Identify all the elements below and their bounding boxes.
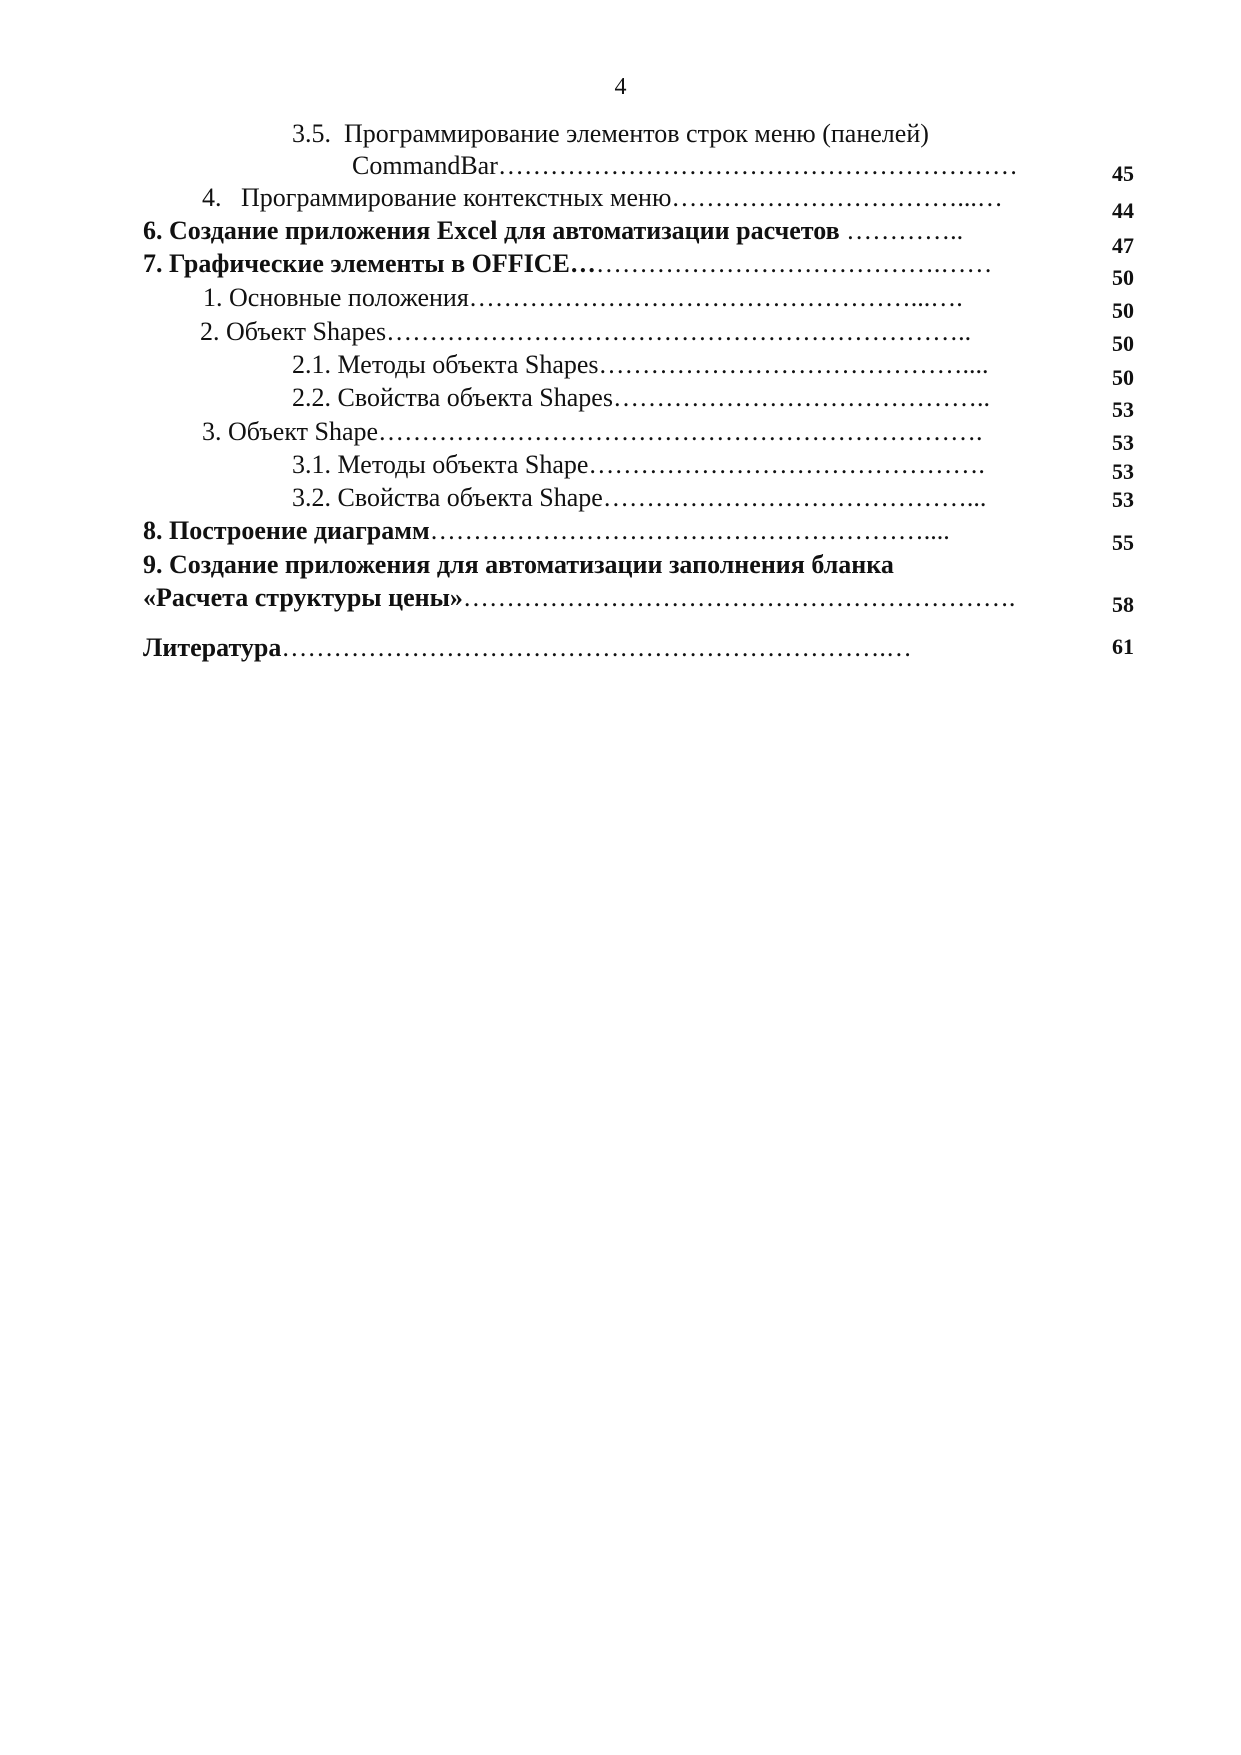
toc-page-number: 50	[1112, 265, 1134, 290]
toc-entry-title: Программирование элементов строк меню (панелей)	[344, 119, 929, 148]
toc-entry-title: Программирование контекстных меню	[241, 183, 672, 212]
leader-dots: ……………………………………………...….	[468, 283, 963, 312]
toc-entry-title: 3.1. Методы объекта Shape	[292, 450, 589, 479]
toc-page-number: 44	[1112, 198, 1134, 223]
leader-dots: …………..	[839, 216, 964, 245]
toc-page-number: 47	[1112, 233, 1134, 258]
toc-entry-9-line1	[143, 548, 894, 582]
toc-entry-title: «Расчета структуры цены»	[143, 583, 463, 612]
toc-entry-6	[143, 214, 1072, 248]
toc-entry-title: 6. Создание приложения Excel для автоматизации расчетов	[143, 216, 840, 245]
toc-entry-7-3	[202, 415, 1072, 449]
leader-dots: ……………………………………………………….	[462, 583, 1016, 612]
toc-entry-title: CommandBar	[352, 151, 498, 180]
toc-entry-7-1	[203, 281, 1072, 315]
toc-entry-number: 4.	[202, 183, 222, 212]
toc-entry-4	[202, 181, 1072, 215]
toc-entry-7-3-2	[292, 481, 1072, 515]
leader-dots: …………………………………………………………….…	[281, 633, 912, 662]
toc-entry-8	[143, 514, 1072, 548]
toc-entry-title: 3.2. Свойства объекта Shape	[292, 483, 603, 512]
leader-dots: ……………………………………….	[588, 450, 985, 479]
leader-dots: …………………………………………………………..	[386, 317, 972, 346]
toc-entry-number: 3.5.	[292, 119, 331, 148]
toc-page-number: 61	[1112, 634, 1134, 659]
toc-page-number: 53	[1112, 397, 1134, 422]
toc-entry-7-2-2	[292, 381, 1072, 415]
toc-page-number: 53	[1112, 459, 1134, 484]
toc-page-number: 53	[1112, 487, 1134, 512]
toc-entry-7-2	[200, 315, 1072, 349]
toc-entry-title: 7. Графические элементы в OFFICE…	[143, 249, 596, 278]
toc-page-number: 50	[1112, 298, 1134, 323]
leader-dots: …………………………………………………………….	[378, 417, 983, 446]
toc-entry-title: 9. Создание приложения для автоматизации заполнения бланка	[143, 550, 894, 579]
toc-entry-literature	[143, 631, 1072, 665]
toc-entry-7	[143, 247, 1072, 281]
toc-entry-title: 3. Объект Shape	[202, 417, 379, 446]
leader-dots: ……………………………………...	[602, 483, 987, 512]
toc-entry-title: 8. Построение диаграмм	[143, 516, 430, 545]
toc-entry-title: Литература	[143, 633, 282, 662]
toc-entry-title: 2.2. Свойства объекта Shapes	[292, 383, 613, 412]
leader-dots: ……………………………………..	[612, 383, 990, 412]
leader-dots: ………………………………….……	[595, 249, 993, 278]
toc-page-number: 50	[1112, 331, 1134, 356]
toc-entry-title: 2. Объект Shapes	[200, 317, 387, 346]
toc-entry-title: 2.1. Методы объекта Shapes	[292, 350, 599, 379]
leader-dots: ……………………………………………………	[497, 151, 1018, 180]
toc-page-number: 50	[1112, 365, 1134, 390]
leader-dots: ……………………………………....	[598, 350, 989, 379]
page-number: 4	[614, 74, 627, 100]
toc-entry-title: 1. Основные положения	[203, 283, 469, 312]
toc-entry-3-5-line1	[292, 117, 929, 151]
toc-entry-9-line2	[143, 581, 1072, 615]
leader-dots: ……………………………...…	[671, 183, 1003, 212]
leader-dots: …………………………………………………....	[429, 516, 950, 545]
toc-entry-7-3-1	[292, 448, 1072, 482]
toc-page-number: 58	[1112, 592, 1134, 617]
toc-page-number: 55	[1112, 530, 1134, 555]
toc-entry-7-2-1	[292, 348, 1072, 382]
toc-page-number: 53	[1112, 430, 1134, 455]
toc-page-number: 45	[1112, 161, 1134, 186]
toc-entry-3-5-line2	[352, 149, 1072, 183]
